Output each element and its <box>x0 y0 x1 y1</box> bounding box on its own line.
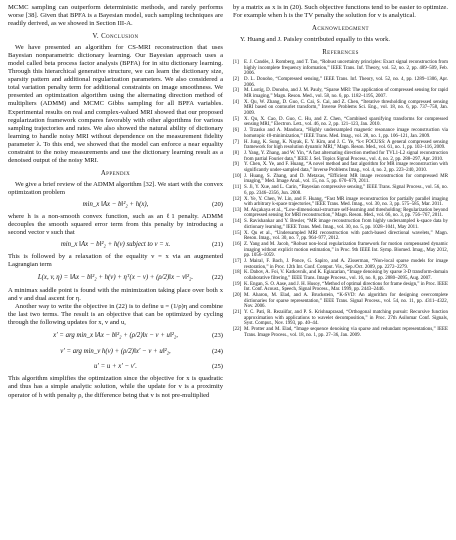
equation-number: (21) <box>212 241 223 249</box>
equation-22 <box>8 271 223 284</box>
equation-number: (25) <box>212 363 223 371</box>
equation-body: x′ = arg min_x ‖Ax − b‖²₂ + (ρ/2)‖x − v + u‖²₂, <box>53 332 178 340</box>
equation-20 <box>8 199 223 210</box>
reference-item <box>233 293 448 310</box>
equation-body: min_x ‖Ax − b‖²₂ + h(v) subject to v = x. <box>60 241 171 249</box>
reference-item <box>233 128 448 139</box>
reference-number: [12] <box>233 196 242 202</box>
reference-text: X. Qu et al., “Undersampled MRI reconstruction with patch-based directional wavelets,” Magn. Reson. Imag., vol. 30, no. 7, pp. 964–977, 2012. <box>244 230 448 242</box>
reference-number: [10] <box>233 173 242 179</box>
reference-text: M. Aharon, M. Elad, and A. Bruckstein, “K-SVD: An algorithm for designing overcomplete dictionaries for sparse representation,” IEEE Trans. Signal Process., vol. 54, no. 11, pp. 4311–4322, Nov. 2006. <box>244 293 448 310</box>
reference-number: [6] <box>233 128 239 134</box>
reference-text: M. Akçakaya et al., “Low-dimensional-structure self-learning and thresholding: Regularization beyond compressed sensing for MRI reconstruction,” Magn. Reson. Med., vol. 66, no. 3, pp. 756–767, 2011. <box>244 207 448 219</box>
equation-25 <box>8 361 223 372</box>
reference-item <box>233 77 448 88</box>
reference-item <box>233 310 448 327</box>
reference-number: [9] <box>233 162 239 168</box>
reference-list <box>233 60 448 338</box>
reference-number: [17] <box>233 259 242 265</box>
reference-text: S. Ravishankar and Y. Bresler, “MR image reconstruction from highly undersampled k-space data by dictionary learning,” IEEE Trans. Med. Imag., vol. 30, no. 5, pp. 1028–1041, May 2011. <box>244 219 448 230</box>
reference-number: [13] <box>233 207 242 213</box>
reference-text: E. J. Candès, J. Romberg, and T. Tao, “Robust uncertainty principles: Exact signal reconstruction from highly incomplete frequency information,” IEEE Trans. Inf. Theory, vol. 52, no. 2, pp. 489–509, Feb. 2006. <box>244 60 448 77</box>
reference-text: D. L. Donoho, “Compressed sensing,” IEEE Trans. Inf. Theory, vol. 52, no. 4, pp. 1289–1306, Apr. 2006. <box>244 77 448 88</box>
reference-item <box>233 208 448 219</box>
reference-item <box>233 151 448 162</box>
section-heading-references: References <box>322 49 359 57</box>
reference-item <box>233 282 448 293</box>
reference-item <box>233 185 448 196</box>
reference-number: [2] <box>233 77 239 83</box>
reference-number: [14] <box>233 219 242 225</box>
reference-item <box>233 162 448 173</box>
section-heading-conclusion: V. Conclusion <box>92 33 139 41</box>
reference-text: X. Qu, W. Zhang, D. Guo, C. Cai, S. Cai, and Z. Chen, “Iterative thresholding compressed sensing MRI based on contourlet transform,” Inverse Problems Sci. Eng., vol. 18, no. 6, pp. 737–758, Jan. 2009. <box>244 99 448 116</box>
reference-item <box>233 117 448 128</box>
paragraph: This algorithm simplifies the optimization since the objective for x is quadratic and thus has a simple analytic solution, while the update for v is a proximity operator of h with penalty ρ, the difference being that v is not pre-multiplied <box>8 375 223 399</box>
reference-item <box>233 219 448 230</box>
paragraph: MCMC sampling can outperform deterministic methods, and rarely performs worse [38]. Given that BPFA is a Bayesian model, such sampling techniques are readily derived, as we showed in Section III-A. <box>8 4 223 28</box>
reference-item <box>233 140 448 151</box>
reference-number: [19] <box>233 281 242 287</box>
section-heading-appendix: Appendix <box>100 169 131 177</box>
equation-number: (22) <box>212 274 223 282</box>
reference-number: [4] <box>233 99 239 105</box>
reference-text: J. Yang, Y. Zhang, and W. Yin, “A fast alternating direction method for TVL1-L2 signal reconstruction from partial Fourier data,” IEEE J. Sel. Topics Signal Process., vol. 4, no. 2, pp. 288–297, Apr. 2010. <box>244 150 448 162</box>
reference-text: Y. C. Pati, R. Rezaiifar, and P. S. Krishnaprasad, “Orthogonal matching pursuit: Recursive function approximation with applications to wavelet decomposition,” in Proc. 27th Asilomar Conf. Signals, Syst. Comput., Nov. 1993, pp. 40–44. <box>244 310 448 327</box>
reference-text: Z. Yang and M. Jacob, “Robust non-local regularization framework for motion compensated dynamic imaging without explicit motion estimation,” in Proc. 9th IEEE Int. Symp. Biomed. Imag., May 2012, pp. 1056–1059. <box>244 242 448 259</box>
reference-text: M. Lustig, D. Donoho, and J. M. Pauly, “Sparse MRI: The application of compressed sensing for rapid MR imaging,” Magn. Reson. Med., vol. 58, no. 6, pp. 1182–1195, 2007. <box>244 88 448 100</box>
paragraph: We give a brief review of the ADMM algorithm [32]. We start with the convex optimization problem <box>8 180 223 196</box>
left-column <box>8 4 223 540</box>
reference-text: K. Dabov, A. Foi, V. Katkovnik, and K. Egiazarian, “Image denoising by sparse 3-D transform-domain collaborative filtering,” IEEE Trans. Image Process., vol. 16, no. 8, pp. 2080–2095, Aug. 2007. <box>244 270 448 281</box>
reference-item <box>233 259 448 270</box>
reference-item <box>233 327 448 338</box>
reference-text: K. Engan, S. O. Aase, and J. H. Husoy, “Method of optimal directions for frame design,” in Proc. IEEE Int. Conf. Acoust., Speech, Signal Process., Mar. 1999, pp. 2443–2446. <box>244 281 448 293</box>
reference-item <box>233 231 448 242</box>
reference-text: X. Ye, Y. Chen, W. Lin, and F. Huang, “Fast MR image reconstruction for partially parallel imaging with arbitrary k-space trajectories,” IEEE Trans. Med. Imag., vol. 30, no. 3, pp. 575–585, Mar. 2011. <box>244 196 448 208</box>
reference-number: [11] <box>233 185 242 191</box>
section-heading-acknowledgment: Acknowledgment <box>312 25 369 33</box>
reference-item <box>233 197 448 208</box>
reference-item <box>233 174 448 185</box>
reference-number: [16] <box>233 242 242 248</box>
reference-number: [18] <box>233 270 242 276</box>
reference-text: J. Huang, S. Zhang, and D. Metaxas, “Efficient MR image reconstruction for compressed MR imaging,” Med. Image Anal., vol. 15, no. 5, pp. 670–679, 2011. <box>244 173 448 185</box>
reference-item <box>233 88 448 99</box>
reference-number: [22] <box>233 327 242 333</box>
paragraph: by a matrix as x is in (20). Such objective functions tend to be easier to optimize. For example when h is the TV penalty the solution for v is analytical. <box>233 4 448 20</box>
reference-number: [21] <box>233 310 242 316</box>
equation-body: v′ = arg min_v h(v) + (ρ/2)‖x′ − v + u‖²₂, <box>60 348 171 356</box>
reference-number: [7] <box>233 139 239 145</box>
reference-text: H. Jung, K. Sung, K. Nayak, E. Y. Kim, and J. C. Ye, “k-t FOCUSS: A general compressed sensing framework for high resolution dynamic MRI,” Magn. Reson. Med., vol. 61, no. 1, pp. 103–116, 2009. <box>244 139 448 151</box>
paragraph: Y. Huang and J. Paisley contributed equally to this work. <box>240 36 391 44</box>
right-column <box>233 4 448 540</box>
reference-number: [15] <box>233 230 242 236</box>
reference-text: Y. Chen, X. Ye, and F. Huang, “A novel method and fast algorithm for MR image reconstruction with significantly under-sampled data,” Inverse Problems Imag., vol. 4, no. 2, pp. 223–240, 2010. <box>244 162 448 173</box>
equation-body: L(x, v, η) = ‖Ax − b‖²₂ + h(v) + ηᵀ(x − v) + (ρ/2)‖x − v‖²₂. <box>37 274 194 282</box>
paragraph: We have presented an algorithm for CS-MRI reconstruction that uses Bayesian nonparametric dictionary learning. Our Bayesian approach uses a model called beta process factor analysis (BPFA) for in situ dictionary learning. Through this hierarchical generative structure, we can learn the dictionary size, sparsity pattern and additional regularization parameters. We also considered a total variation penalty term for additional constraints on image smoothness. We presented an optimization algorithm using the alternating direction method of multipliers (ADMM) and MCMC Gibbs sampling for all BPFA variables. Experimental results on real and complex-valued MRI showed that our proposed regularization framework compares favorably with other algorithms for various sampling trajectories and rates. We also showed the natural ability of dictionary learning to handle noisy MRI without dependence on the measurement fidelity parameter λ. To this end, we showed that the model can enforce a near equality constraint to the noisy measurements and use the dictionary learning result as a denoised output of the noisy MRI. <box>8 44 223 164</box>
reference-item <box>233 242 448 259</box>
reference-number: [3] <box>233 88 239 94</box>
reference-text: M. Protter and M. Elad, “Image sequence denoising via sparse and redundant representations,” IEEE Trans. Image Process., vol. 18, no. 1, pp. 27–36, Jan. 2009. <box>244 327 448 338</box>
equation-24 <box>8 345 223 358</box>
reference-item <box>233 270 448 281</box>
reference-number: [5] <box>233 116 239 122</box>
equation-21 <box>8 239 223 250</box>
reference-number: [1] <box>233 60 239 66</box>
equation-number: (20) <box>212 200 223 208</box>
equation-number: (24) <box>212 348 223 356</box>
reference-number: [20] <box>233 293 242 299</box>
paragraph: Another way to write the objective in (22) is to define u = (1/ρ)η and combine the last two terms. The result is an objective that can be optimized by cycling through the following updates for x, v and u, <box>8 303 223 327</box>
reference-item <box>233 100 448 117</box>
reference-item <box>233 60 448 77</box>
paragraph: This is followed by a relaxation of the equality v = x via an augmented Lagrangian term <box>8 253 223 269</box>
equation-23 <box>8 329 223 342</box>
reference-text: X. Qu, X. Cao, D. Guo, C. Hu, and Z. Chen, “Combined sparsifying transforms for compressed sensing MRI,” Electron. Lett., vol. 46, no. 2, pp. 121–123, Jan. 2010. <box>244 116 448 128</box>
reference-text: J. Trzasko and A. Manduca, “Highly undersampled magnetic resonance image reconstruction via homotopic ℓ0-minimization,” IEEE Trans. Med. Imag., vol. 28, no. 1, pp. 106–121, Jan. 2009. <box>244 128 448 139</box>
equation-body: min_x ‖Ax − b‖²₂ + h(x), <box>82 200 149 208</box>
paragraph: where h is a non-smooth convex function, such as an ℓ1 penalty. ADMM decouples the smooth squared error term from this penalty by introducing a second vector v such that <box>8 212 223 237</box>
reference-text: S. Ji, Y. Xue, and L. Carin, “Bayesian compressive sensing,” IEEE Trans. Signal Process., vol. 56, no. 6, pp. 2346–2356, Jun. 2008. <box>244 185 448 196</box>
equation-number: (23) <box>212 332 223 340</box>
reference-text: J. Mairal, F. Bach, J. Ponce, G. Sapiro, and A. Zisserman, “Non-local sparse models for image restoration,” in Proc. 12th Int. Conf. Comput. Vis., Sep./Oct. 2009, pp. 2272–2279. <box>244 259 448 270</box>
paragraph: A minimax saddle point is found with the minimization taking place over both x and v and dual ascent for η. <box>8 287 223 303</box>
equation-body: u′ = u + x′ − v′. <box>94 363 137 371</box>
reference-number: [8] <box>233 150 239 156</box>
